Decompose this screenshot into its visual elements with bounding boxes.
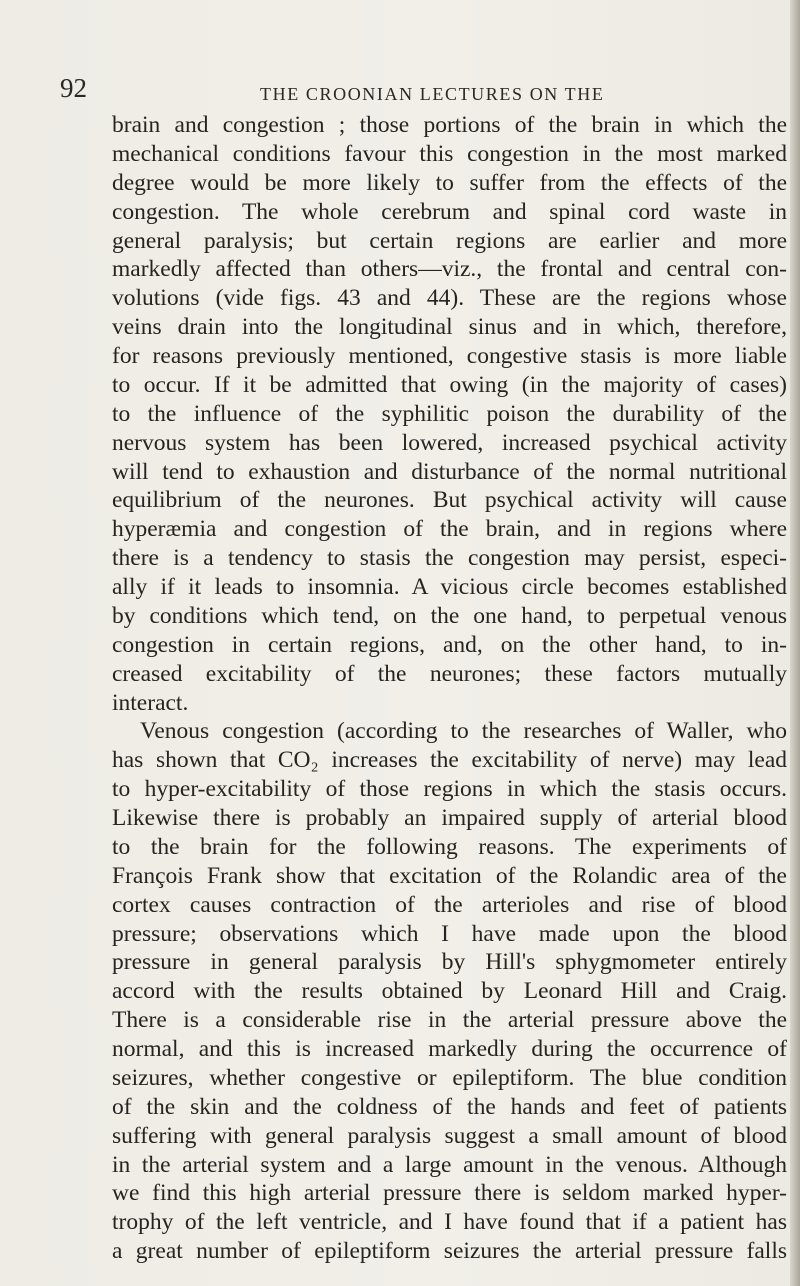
text-line: nervous system has been lowered, increased psychical activity	[112, 429, 787, 456]
text-line: seizures, whether congestive or epileptiform. The blue condition	[112, 1064, 787, 1091]
page-number: 92	[60, 73, 87, 103]
text-line: Likewise there is probably an impaired supply of arterial blood	[112, 805, 787, 831]
text-line: degree would be more likely to suffer from the effects of the	[112, 169, 787, 196]
running-head: THE CROONIAN LECTURES ON THE	[260, 84, 605, 104]
text-line: creased excitability of the neurones; these factors mutually	[112, 660, 787, 687]
text-line: will tend to exhaustion and disturbance of the normal nutritional	[112, 458, 787, 485]
text-line: equilibrium of the neurones. But psychical activity will cause	[112, 487, 787, 514]
text-line: general paralysis; but certain regions are earlier and more	[112, 227, 787, 254]
text-line: There is a considerable rise in the arterial pressure above the	[112, 1007, 787, 1034]
text-line: we find this high arterial pressure there is seldom marked hyper-	[112, 1180, 787, 1207]
text-line: ally if it leads to insomnia. A vicious circle becomes established	[112, 574, 787, 600]
text-line: for reasons previously mentioned, congestive stasis is more liable	[112, 343, 787, 369]
text-line: volutions (vide figs. 43 and 44). These are the regions whose	[112, 285, 787, 312]
text-line: François Frank show that excitation of the Rolandic area of the	[112, 862, 787, 889]
text-line: to the influence of the syphilitic poison the durability of the	[112, 400, 787, 427]
text-line: in the arterial system and a large amount in the venous. Although	[112, 1151, 787, 1178]
text-line: suffering with general paralysis suggest a small amount of blood	[112, 1122, 787, 1149]
text-line: congestion. The whole cerebrum and spinal cord waste in	[112, 198, 787, 225]
text-line: of the skin and the coldness of the hands and feet of patients	[112, 1093, 787, 1120]
text-line: cortex causes contraction of the arterioles and rise of blood	[112, 891, 787, 918]
page-header	[0, 74, 800, 108]
text-line: to occur. If it be admitted that owing (in the majority of cases)	[112, 371, 787, 398]
page-edge-shadow	[790, 0, 800, 1286]
text-line: pressure in general paralysis by Hill's sphygmometer entirely	[112, 949, 787, 976]
text-line: a great number of epileptiform seizures the arterial pressure falls	[112, 1238, 787, 1265]
text-line: veins drain into the longitudinal sinus and in which, therefore,	[112, 314, 787, 341]
text-line: has shown that CO₂ increases the excitability of nerve) may lead	[112, 747, 787, 774]
text-line: to hyper-excitability of those regions in which the stasis occurs.	[112, 776, 787, 803]
text-line: markedly affected than others—viz., the frontal and central con-	[112, 256, 787, 283]
text-line: Venous congestion (according to the researches of Waller, who	[140, 718, 787, 745]
body-text	[112, 111, 787, 1266]
text-line: trophy of the left ventricle, and I have found that if a patient has	[112, 1209, 787, 1236]
text-line: to the brain for the following reasons. The experiments of	[112, 833, 787, 860]
text-line: pressure; observations which I have made upon the blood	[112, 920, 787, 947]
text-line: hyperæmia and congestion of the brain, and in regions where	[112, 516, 787, 543]
text-line: normal, and this is increased markedly during the occurrence of	[112, 1036, 787, 1062]
text-line: by conditions which tend, on the one hand, to perpetual venous	[112, 602, 787, 629]
text-line: accord with the results obtained by Leonard Hill and Craig.	[112, 978, 787, 1005]
text-line: congestion in certain regions, and, on the other hand, to in-	[112, 631, 787, 658]
text-line: there is a tendency to stasis the congestion may persist, especi-	[112, 545, 787, 572]
text-line: mechanical conditions favour this congestion in the most marked	[112, 140, 787, 167]
text-line: interact.	[112, 689, 189, 716]
text-line: brain and congestion ; those portions of the brain in which the	[112, 112, 787, 138]
